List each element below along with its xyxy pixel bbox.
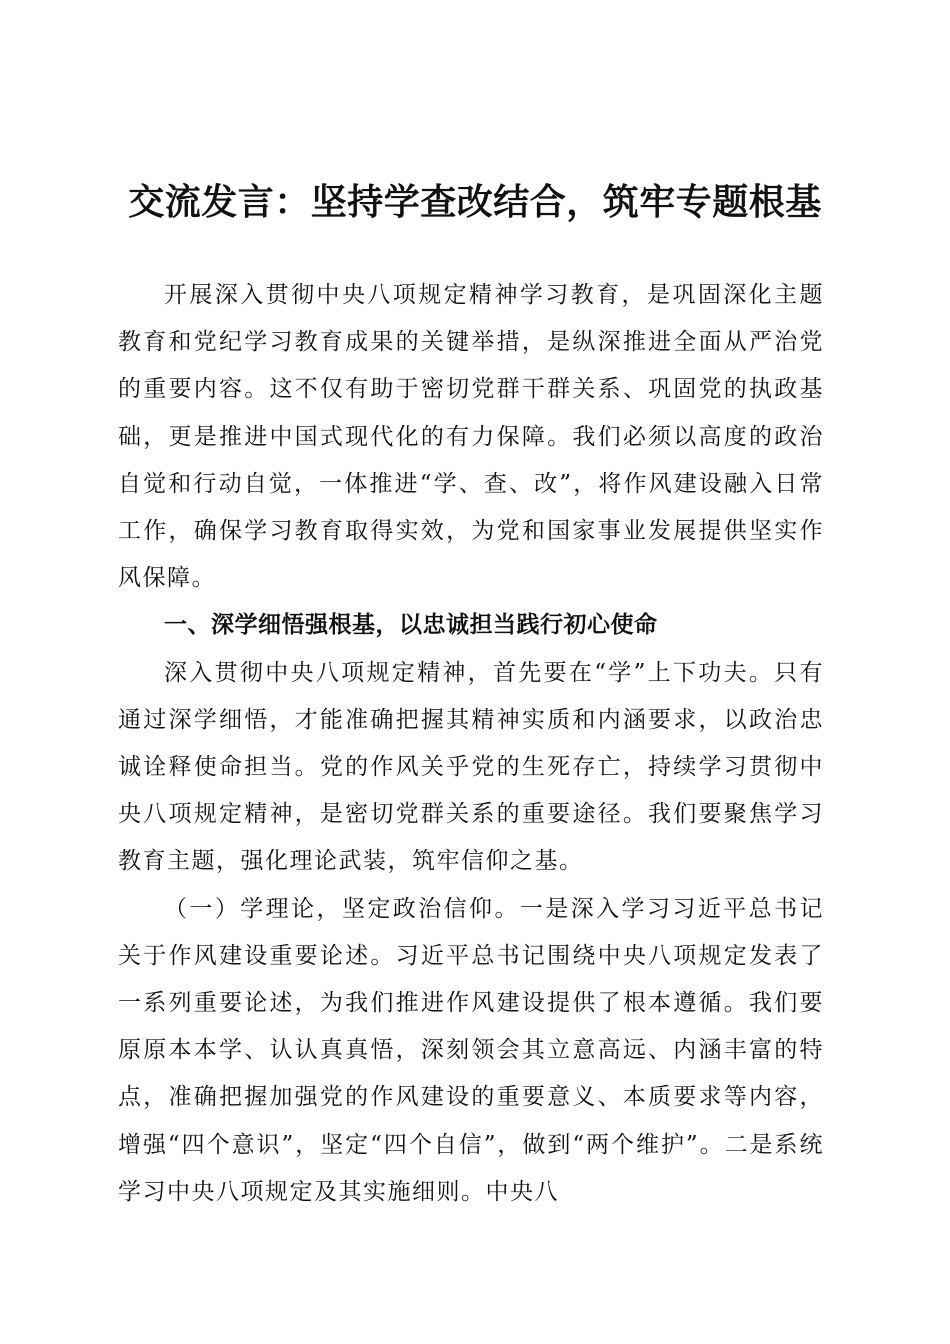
- subsection-1-paragraph: （一）学理论，坚定政治信仰。一是深入学习习近平总书记关于作风建设重要论述。习近平总书记围绕中央八项规定发表了一系列重要论述，为我们推进作风建设提供了根本遵循。我们要原原本本学、认认真真悟，深刻领会其立意高远、内涵丰富的特点，准确把握加强党的作风建设的重要意义、本质要求等内容，增强“四个意识”，坚定“四个自信”，做到“两个维护”。二是系统学习中央八项规定及其实施细则。中央八: [118, 895, 824, 1205]
- section-1-paragraph: 深入贯彻中央八项规定精神，首先要在“学”上下功夫。只有通过深学细悟，才能准确把握其精神实质和内涵要求，以政治忠诚诠释使命担当。党的作风关乎党的生死存亡，持续学习贯彻中央八项规定精神，是密切党群关系的重要途径。我们要聚焦学习教育主题，强化理论武装，筑牢信仰之基。: [118, 659, 824, 875]
- intro-paragraph: 开展深入贯彻中央八项规定精神学习教育，是巩固深化主题教育和党纪学习教育成果的关键举措，是纵深推进全面从严治党的重要内容。这不仅有助于密切党群干群关系、巩固党的执政基础，更是推进中国式现代化的有力保障。我们必须以高度的政治自觉和行动自觉，一体推进“学、查、改”，将作风建设融入日常工作，确保学习教育取得实效，为党和国家事业发展提供坚实作风保障。: [118, 282, 824, 592]
- document-body: [118, 272, 824, 1216]
- section-heading-1: 一、深学细悟强根基，以忠诚担当践行初心使命: [164, 612, 658, 639]
- document-title: 交流发言：坚持学查改结合，筑牢专题根基: [128, 181, 822, 223]
